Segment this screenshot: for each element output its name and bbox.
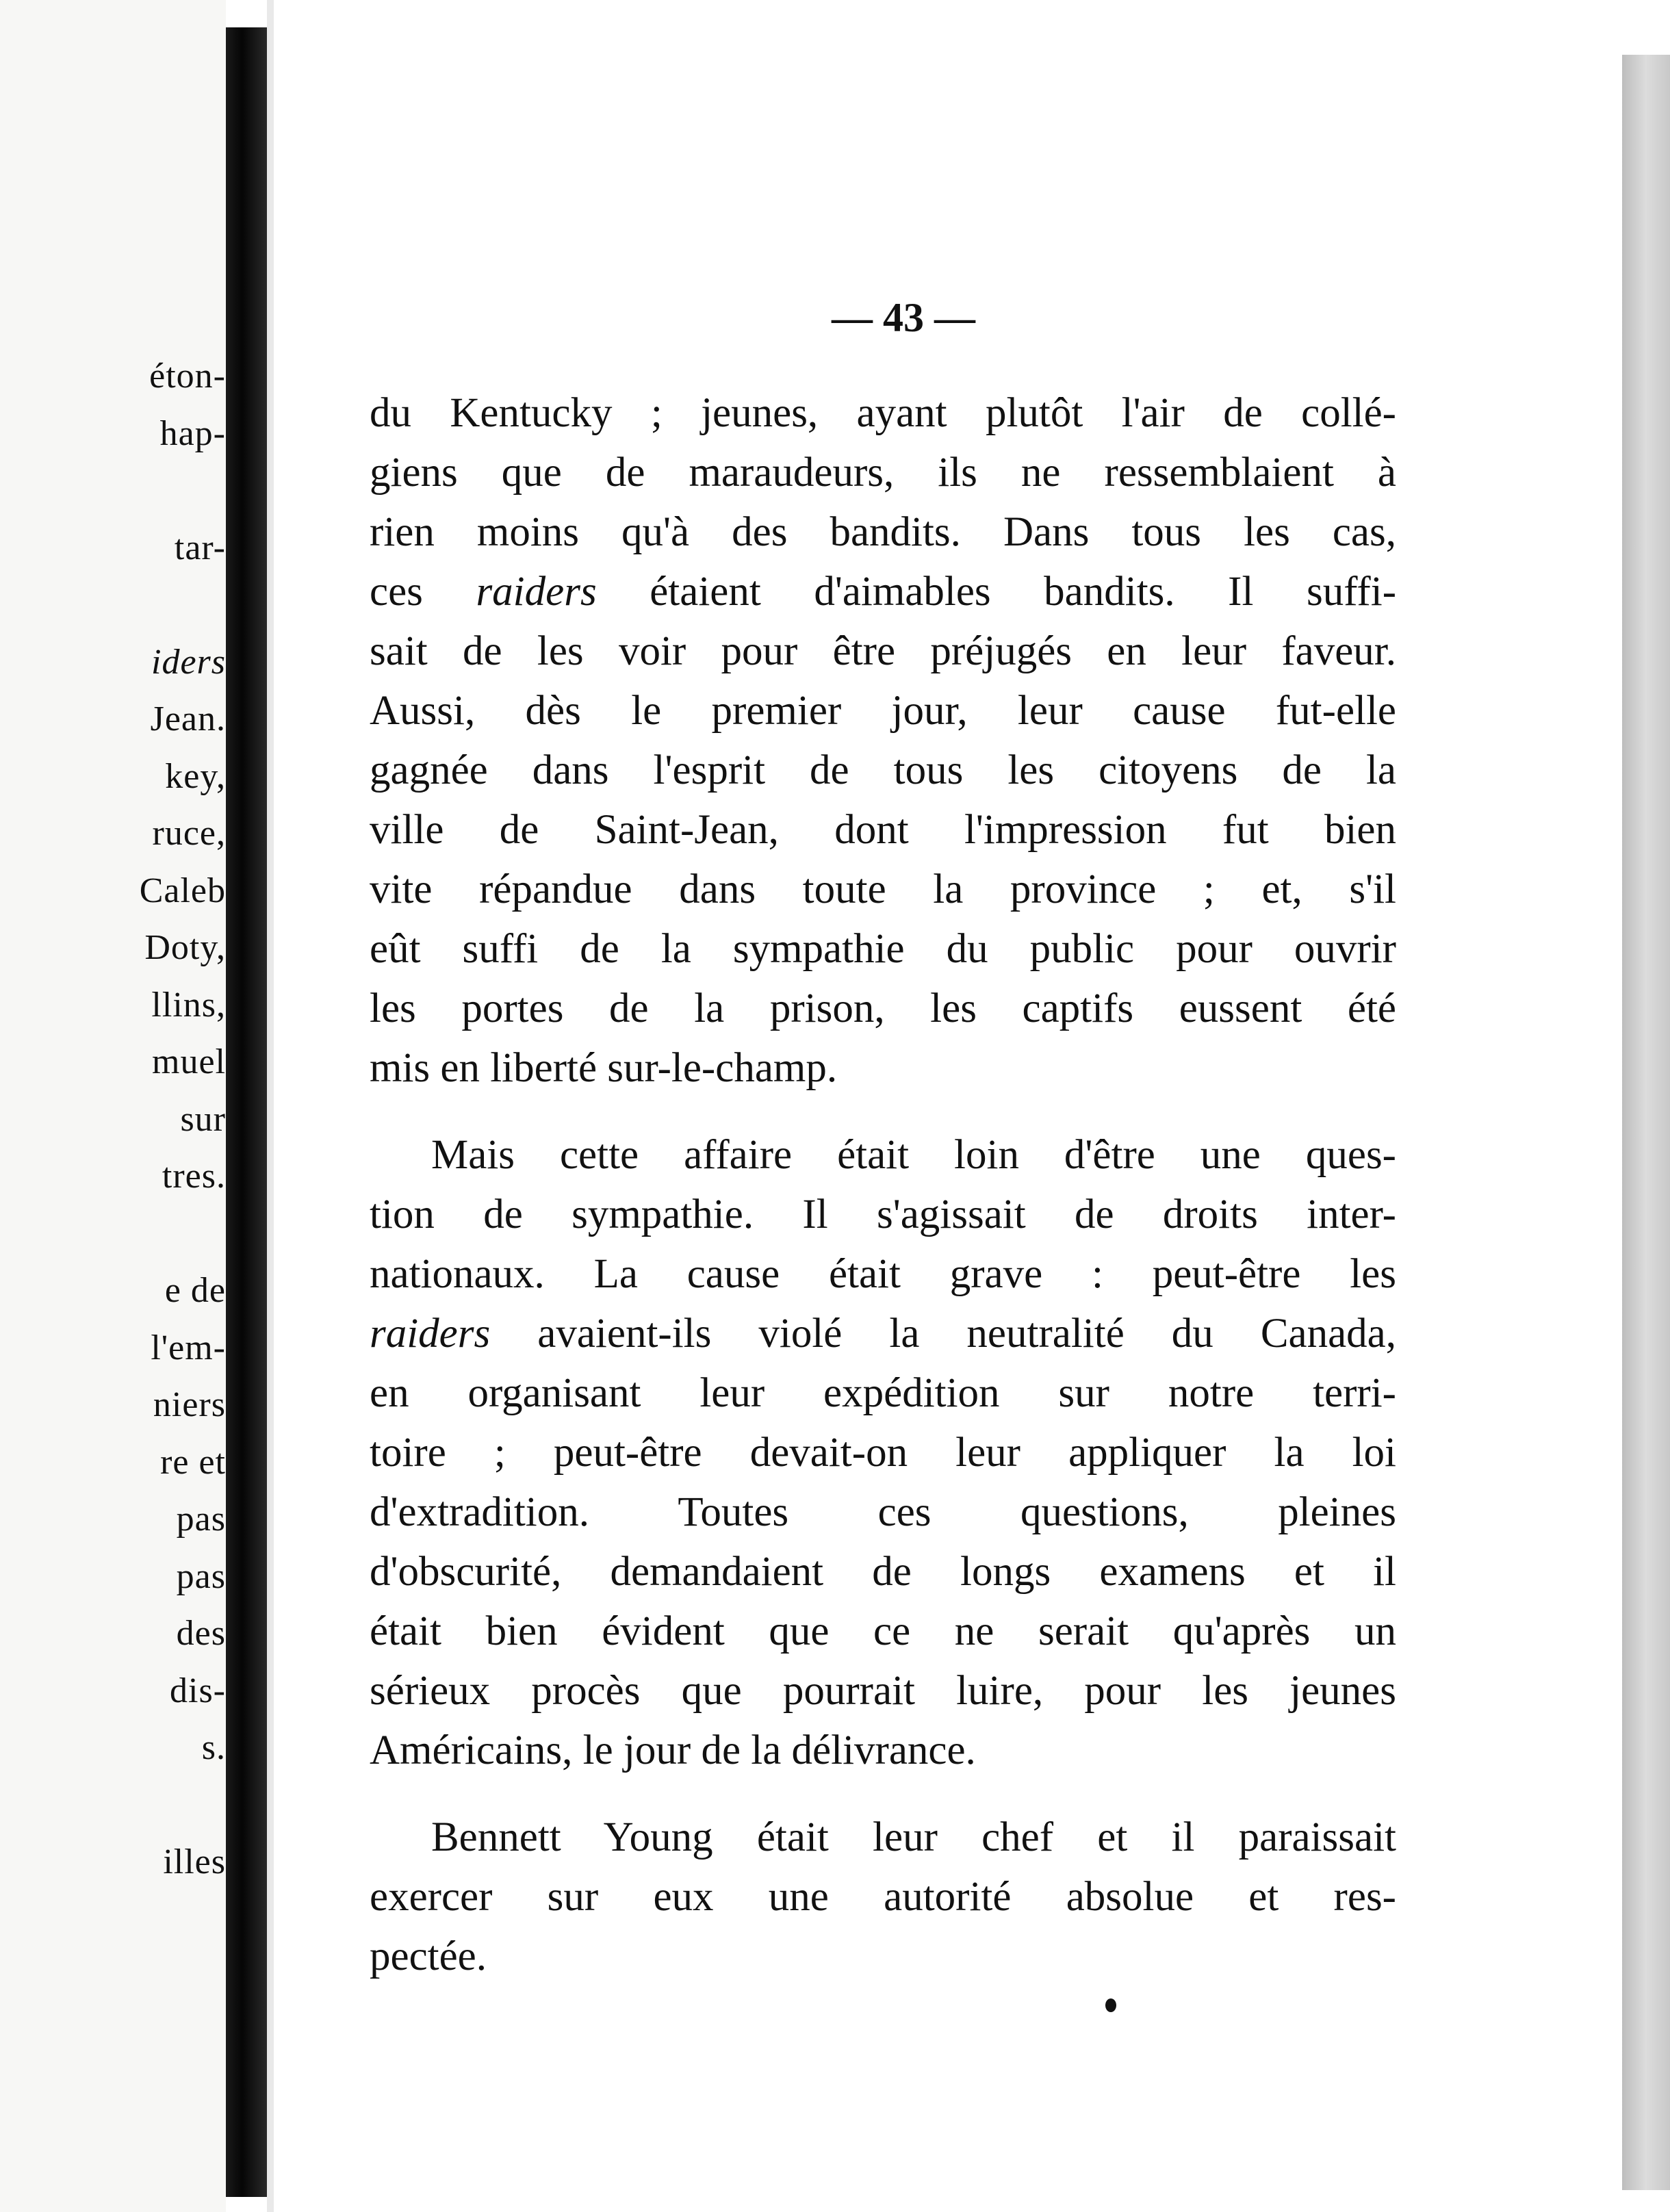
text-run: étaient d'aimables bandits. Il suffi- <box>596 569 1397 615</box>
left-page-line: llins, <box>151 985 226 1025</box>
paragraph <box>370 1125 1396 1780</box>
text-line <box>370 1482 1396 1542</box>
text-run: Bennett Young était leur chef et il paraissait <box>431 1814 1396 1860</box>
left-page-line: muel <box>152 1042 226 1081</box>
text-line <box>370 681 1396 741</box>
text-run: Américains, le jour de la délivrance. <box>370 1727 976 1773</box>
left-page-line: niers <box>153 1385 226 1424</box>
left-page-fragment <box>0 0 226 2212</box>
text-run: était bien évident que ce ne serait qu'après un <box>370 1608 1396 1654</box>
left-page-line: éton- <box>149 357 226 396</box>
left-page-line: Jean. <box>150 699 226 738</box>
text-line <box>370 1721 1396 1780</box>
left-page-line: ruce, <box>152 814 226 853</box>
text-run: sérieux procès que pourrait luire, pour les jeunes <box>370 1668 1396 1714</box>
text-line <box>370 1423 1396 1482</box>
left-page-line: hap- <box>159 413 226 453</box>
left-page-line: Doty, <box>144 928 226 967</box>
text-run: pectée. <box>370 1933 487 1979</box>
left-page-line: dis- <box>170 1671 226 1710</box>
text-line <box>370 443 1396 502</box>
text-run: raiders <box>476 569 597 615</box>
text-line <box>370 979 1396 1038</box>
left-page-line: s. <box>201 1728 226 1767</box>
left-page-line: iders <box>151 642 226 682</box>
left-page-line: e de <box>164 1271 226 1310</box>
left-page-line: pas <box>176 1500 226 1539</box>
text-run: sait de les voir pour être préjugés en leur faveur. <box>370 628 1396 674</box>
left-page-line: tar- <box>174 528 226 567</box>
text-line <box>370 383 1396 443</box>
text-line <box>370 860 1396 919</box>
text-run: mis en liberté sur-le-champ. <box>370 1045 838 1091</box>
text-run: en organisant leur expédition sur notre terri- <box>370 1370 1396 1416</box>
left-page-line: l'em- <box>151 1328 226 1367</box>
text-run: gagnée dans l'esprit de tous les citoyens de la <box>370 747 1396 793</box>
text-run: giens que de maraudeurs, ils ne ressemblaient à <box>370 450 1396 496</box>
text-run: d'extradition. Toutes ces questions, pleines <box>370 1489 1396 1535</box>
left-page-line: re et <box>160 1442 226 1482</box>
text-run: toire ; peut-être devait-on leur appliquer la loi <box>370 1430 1396 1476</box>
text-line <box>370 1661 1396 1721</box>
page-edge <box>267 0 274 2212</box>
text-line <box>370 1363 1396 1423</box>
text-line <box>370 1185 1396 1244</box>
text-run: Mais cette affaire était loin d'être une ques- <box>431 1132 1396 1178</box>
body-text <box>370 383 1396 1986</box>
text-line <box>370 1867 1396 1927</box>
left-page-line: sur <box>180 1099 226 1139</box>
text-run: vite répandue dans toute la province ; et, s'il <box>370 866 1396 912</box>
left-page-line: pas <box>176 1556 226 1596</box>
text-line <box>370 919 1396 979</box>
text-line <box>370 1038 1396 1098</box>
text-run: Aussi, dès le premier jour, leur cause fut-elle <box>370 688 1396 734</box>
text-line <box>370 621 1396 681</box>
left-page-line: Caleb <box>139 871 226 910</box>
ink-mark <box>1105 1998 1116 2012</box>
left-page-line: tres. <box>162 1157 226 1196</box>
text-run: du Kentucky ; jeunes, ayant plutôt l'air de collé- <box>370 390 1396 436</box>
text-line <box>370 1244 1396 1304</box>
text-run: nationaux. La cause était grave : peut-être les <box>370 1251 1396 1297</box>
text-line <box>370 1602 1396 1661</box>
left-page-line: illes <box>163 1842 226 1881</box>
text-line <box>370 800 1396 860</box>
text-run: les portes de la prison, les captifs eussent été <box>370 986 1396 1031</box>
text-line <box>370 741 1396 800</box>
paragraph <box>370 1808 1396 1986</box>
left-page-line: key, <box>165 756 226 796</box>
left-page-line: des <box>176 1614 226 1653</box>
text-run: raiders <box>370 1311 491 1356</box>
text-line <box>370 502 1396 562</box>
text-run: tion de sympathie. Il s'agissait de droits inter- <box>370 1192 1396 1237</box>
text-run: rien moins qu'à des bandits. Dans tous les cas, <box>370 509 1396 555</box>
text-run: exercer sur eux une autorité absolue et res- <box>370 1874 1396 1920</box>
text-run: avaient-ils violé la neutralité du Canada, <box>490 1311 1396 1356</box>
text-run: ville de Saint-Jean, dont l'impression fut bien <box>370 807 1396 853</box>
paragraph <box>370 383 1396 1098</box>
text-line <box>370 562 1396 621</box>
text-line <box>370 1542 1396 1602</box>
book-gutter <box>226 27 267 2197</box>
text-line <box>370 1125 1396 1185</box>
page-stack-edge <box>1622 55 1670 2190</box>
page-number: — 43 — <box>832 295 975 340</box>
text-line <box>370 1304 1396 1363</box>
text-line <box>370 1927 1396 1986</box>
text-run: ces <box>370 569 476 615</box>
text-run: d'obscurité, demandaient de longs examens et il <box>370 1549 1396 1595</box>
text-line <box>370 1808 1396 1867</box>
text-run: eût suffi de la sympathie du public pour ouvrir <box>370 926 1396 972</box>
